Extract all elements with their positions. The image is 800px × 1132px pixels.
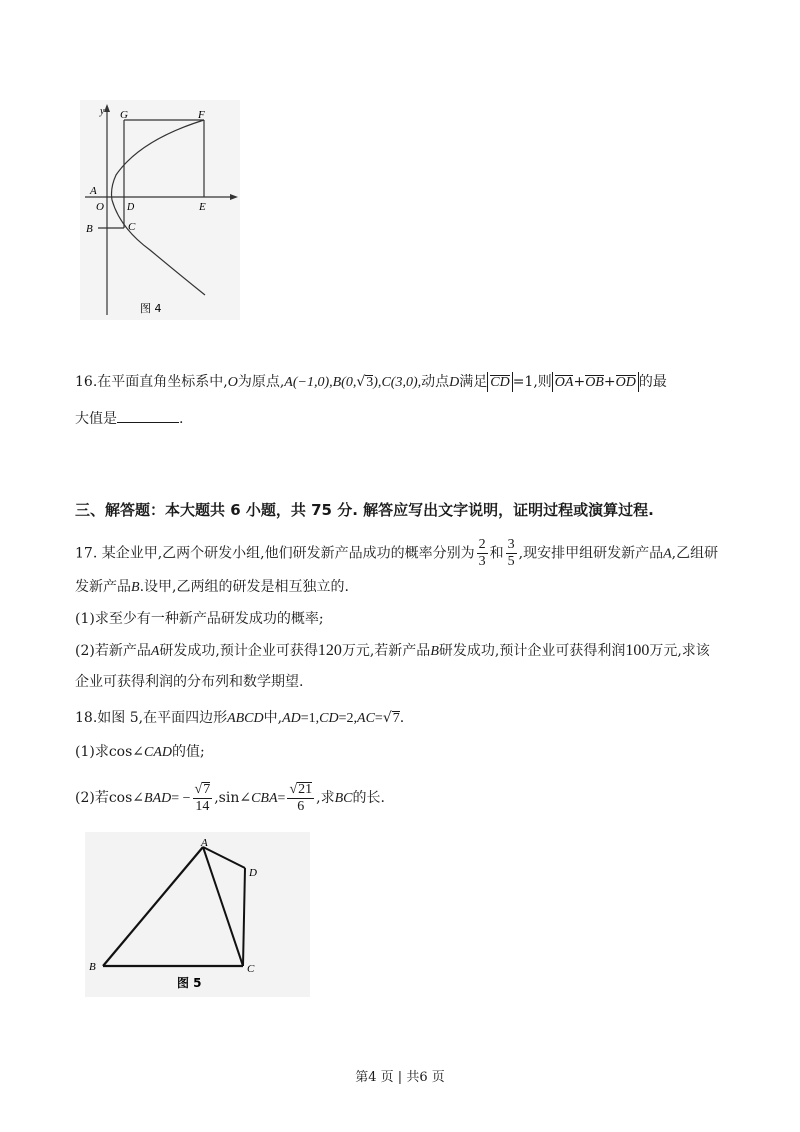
label-f: F	[198, 109, 205, 121]
figure-5	[85, 832, 310, 997]
question-18-line-1: 18.如图 5,在平面四边形ABCD中,AD=1,CD=2,AC=√7.	[75, 710, 405, 726]
label-o: O	[96, 201, 104, 213]
question-17-line-1: 17. 某企业甲,乙两个研发小组,他们研发新产品成功的概率分别为 $\frac{2}{3}$ 和 $\frac{3}{5}$ ,现安排甲组研发新产品A,乙组研	[75, 537, 719, 569]
figure-4-caption: 图 4	[140, 302, 162, 315]
question-16-line-2: 大值是 .	[75, 411, 184, 427]
segment-ab	[103, 847, 203, 966]
section-3-title: 三、解答题：本大题共 6 小题，共 75 分. 解答应写出文字说明，证明过程或演算过程.	[75, 501, 654, 519]
segment-dc	[243, 868, 245, 966]
label-e: E	[199, 201, 206, 213]
label-c: C	[128, 221, 136, 233]
question-17-part-2-line-1: (2)若新产品A研发成功,预计企业可获得120万元,若新产品B研发成功,预计企业可获得利润100万元,求该	[75, 642, 710, 659]
question-18-part-2: (2)若cos∠BAD= − $\frac{√7}{14}$ ,sin∠CBA= $\frac{√21}{6}$ ,求BC的长.	[75, 781, 385, 814]
label-a: A	[201, 837, 208, 849]
label-c: C	[247, 963, 255, 975]
question-17-part-2-line-2: 企业可获得利润的分布列和数学期望.	[75, 674, 304, 690]
question-18-part-1: (1)求cos∠CAD的值;	[75, 744, 205, 760]
figure-5-graph	[85, 832, 310, 997]
question-16-line-1: 16.在平面直角坐标系中,O为原点,A(−1,0),B(0,√3),C(3,0),动点D满足 CD =1,则 OA+OB+OD 的最	[75, 374, 667, 390]
label-d: D	[249, 867, 257, 879]
question-17-line-2: 发新产品B.设甲,乙两组的研发是相互独立的.	[75, 579, 349, 595]
label-a: A	[90, 185, 97, 197]
label-d: D	[127, 202, 135, 213]
parabola-curve	[112, 120, 206, 295]
figure-4-graph	[80, 100, 240, 320]
x-axis-arrow	[230, 194, 238, 200]
figure-5-caption: 图 5	[177, 976, 202, 990]
question-17-part-1: (1)求至少有一种新产品研发成功的概率;	[75, 611, 324, 627]
figure-4	[80, 100, 240, 320]
label-b: B	[86, 223, 93, 235]
page-footer: 第4 页 | 共6 页	[355, 1070, 445, 1085]
label-y: y	[100, 106, 105, 117]
label-g: G	[120, 109, 128, 121]
label-b: B	[89, 961, 96, 973]
answer-blank[interactable]	[117, 410, 179, 423]
y-axis-arrow	[104, 104, 110, 112]
